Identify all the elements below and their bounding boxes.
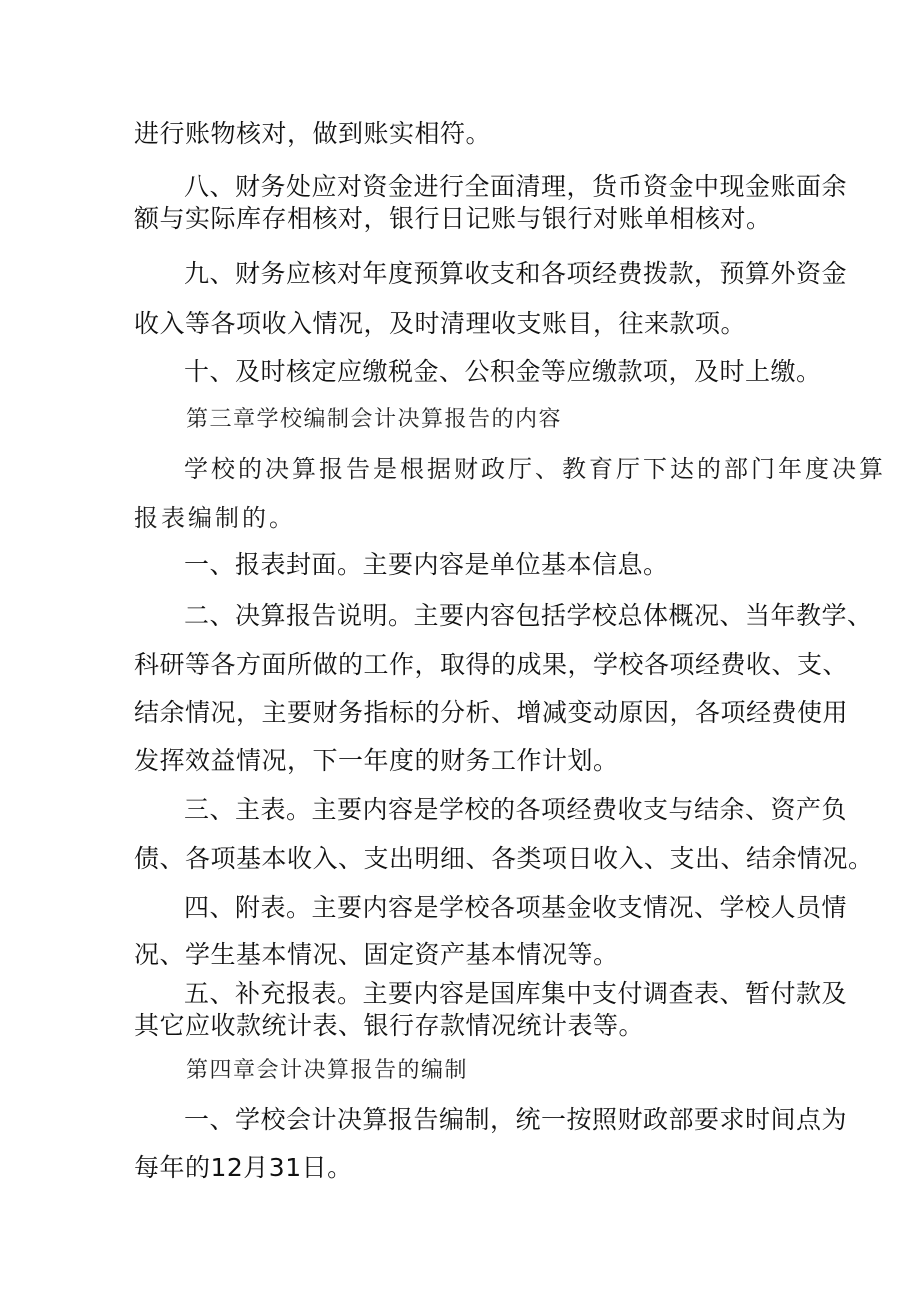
paragraph-line: 其它应收款统计表、银行存款情况统计表等。 (134, 1011, 645, 1040)
paragraph-line: 额与实际库存相核对，银行日记账与银行对账单相核对。 (134, 204, 772, 233)
paragraph-line: 一、报表封面。主要内容是单位基本信息。 (184, 550, 669, 579)
paragraph-line: 结余情况，主要财务指标的分析、增减变动原因，各项经费使用 (134, 698, 849, 727)
paragraph-line: 发挥效益情况，下一年度的财务工作计划。 (134, 746, 619, 775)
paragraph-line: 债、各项基本收入、支出明细、各类项日收入、支出、结余情况。 (134, 844, 874, 873)
paragraph-line: 进行账物核对，做到账实相符。 (134, 119, 492, 148)
paragraph-line: 况、学生基本情况、固定资产基本情况等。 (134, 940, 619, 969)
paragraph-line: 科研等各方面所做的工作，取得的成果，学校各项经费收、支、 (134, 650, 849, 679)
paragraph-line: 报表编制的。 (134, 504, 296, 532)
paragraph-line: 每年的12月31日。 (134, 1153, 353, 1182)
paragraph-line: 二、决算报告说明。主要内容包括学校总体概况、当年教学、 (184, 601, 873, 630)
paragraph-line: 收入等各项收入情况，及时清理收支账目，往来款项。 (134, 309, 747, 338)
chapter-heading: 第三章学校编制会计决算报告的内容 (186, 407, 563, 432)
chapter-heading: 第四章会计决算报告的编制 (186, 1058, 469, 1083)
paragraph-line: 五、补充报表。主要内容是国库集中支付调查表、暂付款及 (184, 979, 848, 1008)
paragraph-line: 九、财务应核对年度预算收支和各项经费拨款，预算外资金 (184, 259, 848, 288)
paragraph-line: 四、附表。主要内容是学校各项基金收支情况、学校人员情 (184, 893, 848, 922)
paragraph-line: 学校的决算报告是根据财政厅、教育厅下达的部门年度决算 (184, 455, 886, 483)
paragraph-line: 十、及时核定应缴税金、公积金等应缴款项，及时上缴。 (184, 357, 822, 386)
paragraph-line: 八、财务处应对资金进行全面清理，货币资金中现金账面余 (184, 172, 848, 201)
paragraph-line: 三、主表。主要内容是学校的各项经费收支与结余、资产负 (184, 795, 848, 824)
paragraph-line: 一、学校会计决算报告编制，统一按照财政部要求时间点为 (184, 1105, 848, 1134)
